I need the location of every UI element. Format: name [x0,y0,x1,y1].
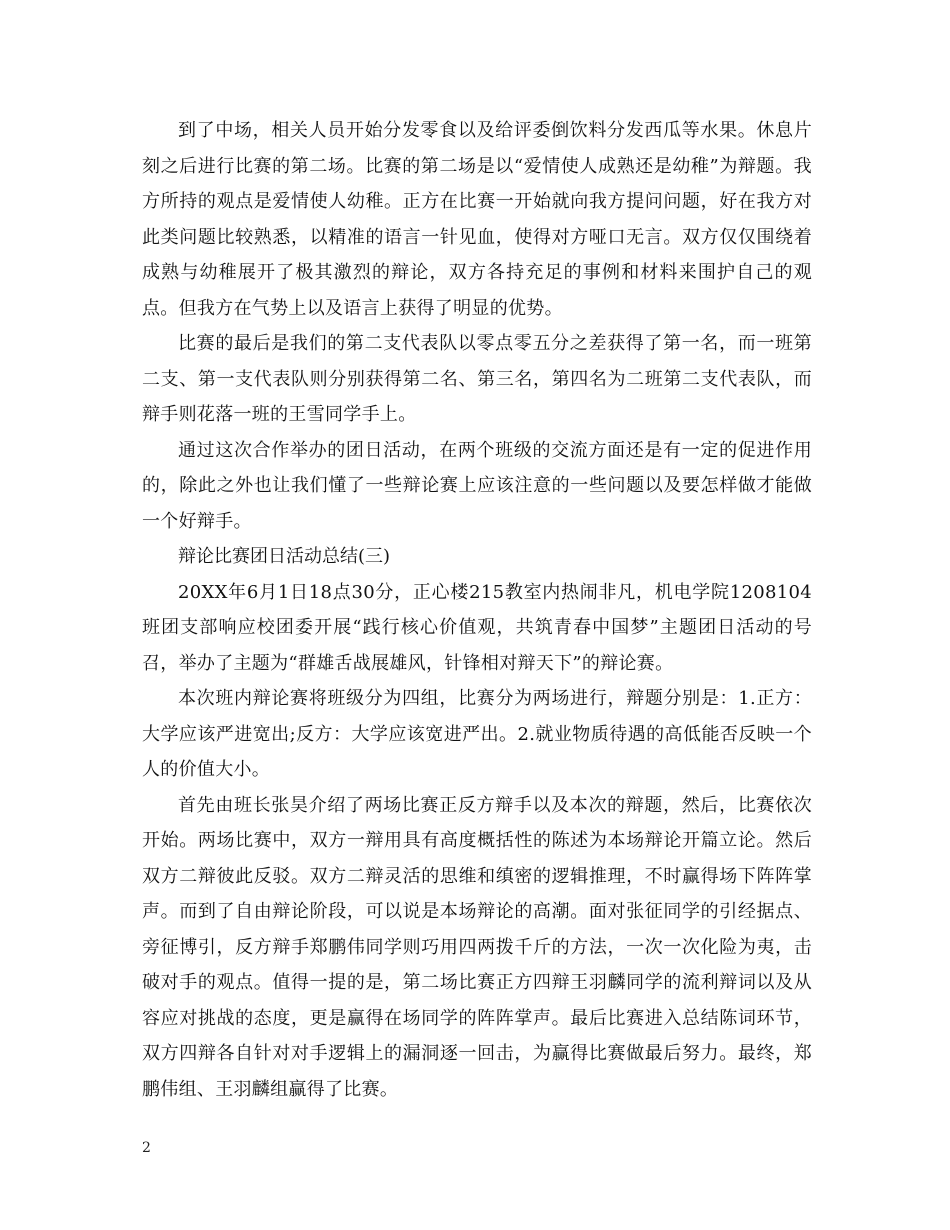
paragraph-results: 比赛的最后是我们的第二支代表队以零点零五分之差获得了第一名，而一班第二支、第一支代表队则分别获得第二名、第三名，第四名为二班第二支代表队，而辩手则花落一班的王雪同学手上。 [142,333,812,425]
paragraph-reflection: 通过这次合作举办的团日活动，在两个班级的交流方面还是有一定的促进作用的，除此之外也让我们懂了一些辩论赛上应该注意的一些问题以及要怎样做才能做一个好辩手。 [142,439,812,532]
page-number: 2 [142,1140,151,1156]
section-title: 辩论比赛团日活动总结(三) [178,546,391,567]
paragraph-topics: 本次班内辩论赛将班级分为四组，比赛分为两场进行，辩题分别是：1.正方：大学应该严进宽出;反方：大学应该宽进严出。2.就业物质待遇的高低能否反映一个人的价值大小。 [142,688,812,780]
paragraph-event-intro: 20XX年6月1日18点30分，正心楼215教室内热闹非凡，机电学院1208104班团支部响应校团委开展“践行核心价值观，共筑青春中国梦”主题团日活动的号召，举办了主题为“群雄舌战展雄风，针锋相对辩天下”的辩论赛。 [142,581,812,674]
paragraph-halftime: 到了中场，相关人员开始分发零食以及给评委倒饮料分发西瓜等水果。休息片刻之后进行比赛的第二场。比赛的第二场是以“爱情使人成熟还是幼稚”为辩题。我方所持的观点是爱情使人幼稚。正方在比赛一开始就向我方提问问题，好在我方对此类问题比较熟悉，以精准的语言一针见血，使得对方哑口无言。双方仅仅围绕着成熟与幼稚展开了极其激烈的辩论，双方各持充足的事例和材料来围护自己的观点。但我方在气势上以及语言上获得了明显的优势。 [142,120,812,319]
paragraph-process: 首先由班长张昊介绍了两场比赛正反方辩手以及本次的辩题，然后，比赛依次开始。两场比赛中，双方一辩用具有高度概括性的陈述为本场辩论开篇立论。然后双方二辩彼此反驳。双方二辩灵活的思维和缜密的逻辑推理，不时赢得场下阵阵掌声。而到了自由辩论阶段，可以说是本场辩论的高潮。面对张征同学的引经据点、旁征博引，反方辩手郑鹏伟同学则巧用四两拨千斤的方法，一次一次化险为夷，击破对手的观点。值得一提的是，第二场比赛正方四辩王羽麟同学的流利辩词以及从容应对挑战的态度，更是赢得在场同学的阵阵掌声。最后比赛进入总结陈词环节，双方四辩各自针对对手逻辑上的漏洞逐一回击，为赢得比赛做最后努力。最终，郑鹏伟组、王羽麟组赢得了比赛。 [142,794,812,1100]
document-body [142,113,812,1107]
